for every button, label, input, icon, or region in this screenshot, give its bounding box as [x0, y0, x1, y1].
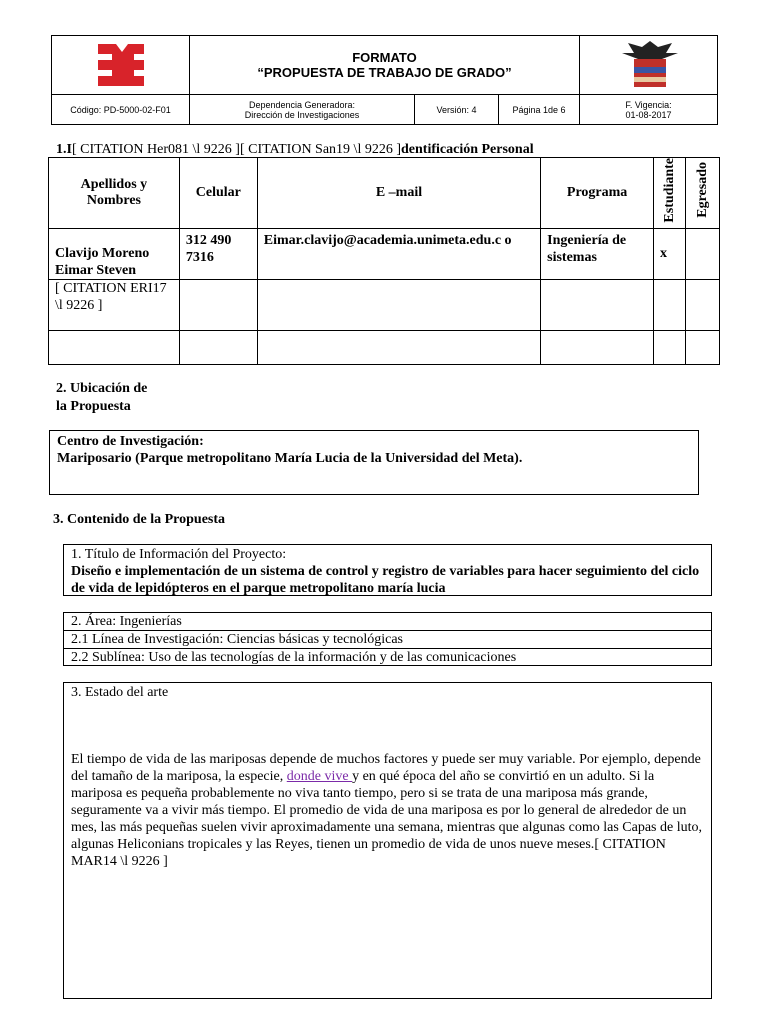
column-header-email: E –mail [257, 158, 540, 229]
form-title: FORMATO [352, 50, 417, 65]
dependency-value: Dirección de Investigaciones [244, 109, 360, 120]
table-cell [686, 279, 720, 330]
research-center-box [49, 430, 699, 495]
state-of-art-text: El tiempo de vida de las mariposas depende de muchos factores y puede ser muy variable. Por ejemplo, depende del tamaño de la mariposa, la especie, donde vive y en qué época del año se convirtió en un adulto. Si la mariposa es pequeña probablemente no viva tanto tiempo, pero si se trata de una mariposa más grande, seguramente va a vivir más tiempo. El promedio de vida de una mariposa es por lo general de alrededor de un mes, las más pequeñas suelen vivir aproximadamente una semana, mientras que algunas como las Capas de luto, algunas Heliconians tropicales y las Reyes, tienen un promedio de vida de unos nueve meses.[ CITATION MAR14 \l 9226 ] [71, 752, 702, 869]
document-header [51, 35, 718, 125]
donde-vive-link[interactable]: donde vive [286, 769, 353, 784]
project-title-box [63, 544, 712, 596]
project-title-label: 1. Título de Información del Proyecto: [71, 547, 287, 562]
state-of-art-box [63, 682, 712, 999]
column-header-student: Estudiante [654, 158, 686, 229]
area-box [63, 612, 712, 666]
research-center-value: Mariposario (Parque metropolitano María Lucia de la Universidad del Meta). [57, 451, 523, 466]
research-center-label: Centro de Investigación: [57, 434, 204, 449]
document-version: Versión: 4 [436, 104, 477, 115]
section-1-heading: 1.I[ CITATION Her081 \l 9226 ][ CITATION San19 \l 9226 ]dentificación Personal [56, 142, 534, 157]
column-header-program: Programa [541, 158, 654, 229]
table-row [49, 279, 720, 330]
table-cell [541, 330, 654, 364]
heading-citation: [ CITATION Her081 \l 9226 ][ CITATION San19 \l 9226 ] [71, 142, 401, 157]
section-3-heading: 3. Contenido de la Propuesta [53, 512, 226, 527]
document-code: Código: PD-5000-02-F01 [70, 104, 171, 115]
coat-of-arms-logo [612, 39, 688, 91]
table-cell [654, 279, 686, 330]
area-row: 2. Área: Ingenierías [64, 613, 711, 631]
form-subtitle: “PROPUESTA DE TRABAJO DE GRADO” [257, 65, 512, 80]
state-citation: [ CITATION MAR14 \l 9226 ] [71, 837, 666, 869]
validity-label: F. Vigencia: [625, 99, 672, 110]
table-cell [654, 330, 686, 364]
column-header-names: Apellidos y Nombres [49, 158, 180, 229]
table-cell: [ CITATION ERI17 \l 9226 ] [49, 279, 180, 330]
column-header-phone: Celular [179, 158, 257, 229]
institution-logo [94, 40, 150, 90]
table-cell: Eimar.clavijo@academia.unimeta.edu.c o [257, 228, 540, 279]
table-cell [179, 330, 257, 364]
table-row [49, 228, 720, 279]
table-cell [541, 279, 654, 330]
table-row [49, 330, 720, 364]
page-number: Página 1de 6 [512, 104, 566, 115]
table-cell [686, 228, 720, 279]
table-cell [257, 279, 540, 330]
table-cell [49, 330, 180, 364]
dependency-label: Dependencia Generadora: [248, 99, 356, 110]
research-line-row: 2.1 Línea de Investigación: Ciencias básicas y tecnológicas [64, 631, 711, 649]
table-cell [686, 330, 720, 364]
section-2-heading: 2. Ubicación de la Propuesta [56, 381, 148, 414]
table-cell [257, 330, 540, 364]
table-cell: Ingeniería de sistemas [541, 228, 654, 279]
table-cell: Clavijo Moreno Eimar Steven [49, 228, 180, 279]
table-cell: x [654, 228, 686, 279]
personal-info-table [48, 157, 720, 365]
state-of-art-label: 3. Estado del arte [71, 685, 169, 700]
validity-date: 01-08-2017 [625, 109, 672, 120]
table-cell: 312 490 7316 [179, 228, 257, 279]
table-cell [179, 279, 257, 330]
research-subline-row: 2.2 Sublínea: Uso de las tecnologías de la información y de las comunicaciones [71, 650, 517, 665]
project-title-value: Diseño e implementación de un sistema de control y registro de variables para hacer seguimiento del ciclo de vida de lepidópteros en el parque metropolitano maría lucia [71, 564, 700, 596]
column-header-graduate: Egresado [686, 158, 720, 229]
